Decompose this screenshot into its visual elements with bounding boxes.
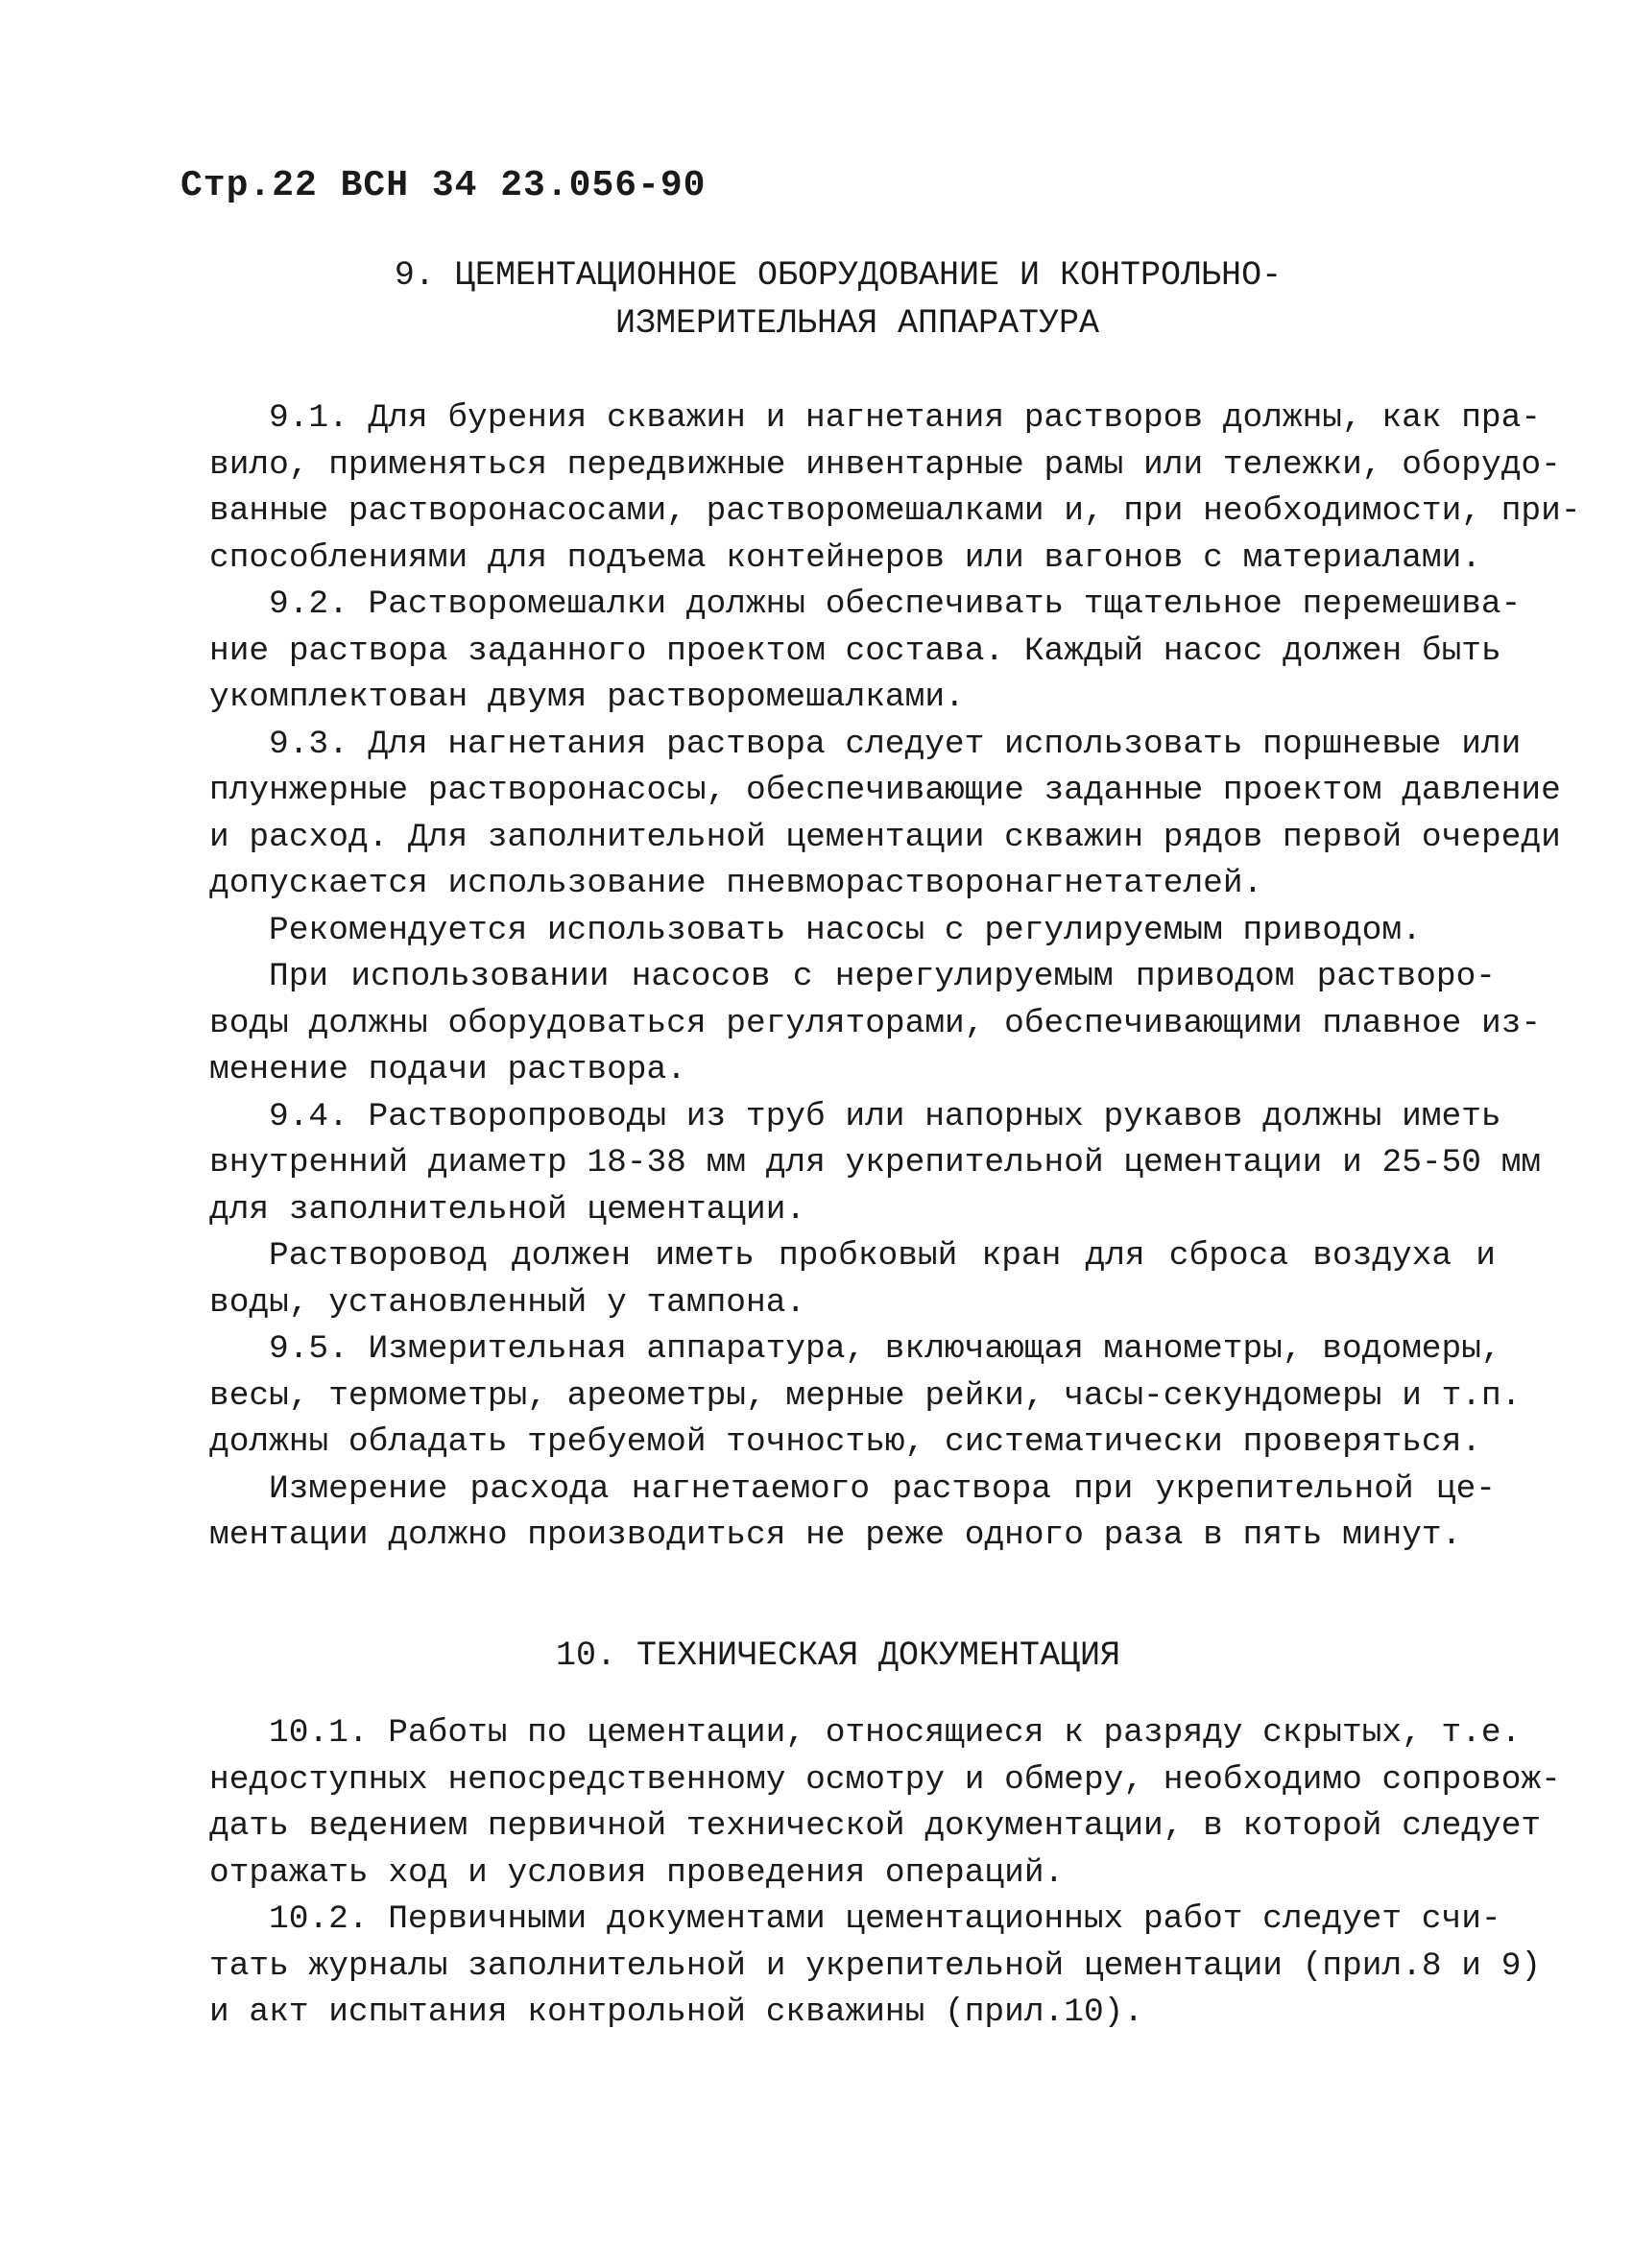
text-line: При использовании насосов с нерегулируемым приводом растворо- [269, 958, 1496, 995]
text-line: 9.2. Растворомешалки должны обеспечивать тщательное перемешива- [269, 585, 1522, 623]
text-line: менение подачи раствора. [209, 1051, 686, 1088]
text-line: должны обладать требуемой точностью, систематически проверяться. [209, 1423, 1482, 1461]
paragraph-9-3 [209, 722, 1561, 908]
section-10-title-line: 10. ТЕХНИЧЕСКАЯ ДОКУМЕНТАЦИЯ [555, 1636, 1121, 1675]
text-line: допускается использование пневморастворонагнетателей. [209, 865, 1263, 902]
text-line: Измерение расхода нагнетаемого раствора при укрепительной це- [269, 1469, 1496, 1508]
paragraph-9-3-regulators [209, 954, 1542, 1094]
section-10-title [180, 1632, 1496, 1680]
text-line: 9.3. Для нагнетания раствора следует использовать поршневые или [269, 725, 1522, 763]
text-line: плунжерные растворонасосы, обеспечивающие заданные проектом давление [209, 772, 1561, 809]
text-line: Рекомендуется использовать насосы с регулируемым приводом. [269, 911, 1422, 949]
text-line: вило, применяться передвижные инвентарные рамы или тележки, оборудо- [209, 445, 1561, 484]
text-line: тать журналы заполнительной и укрепительной цементации (прил.8 и 9) [209, 1946, 1542, 1985]
text-line: ние раствора заданного проектом состава. Каждый насос должен быть [209, 632, 1501, 670]
paragraph-9-4-valve [209, 1233, 1496, 1326]
section-9-title-line-1: 9. ЦЕМЕНТАЦИОННОЕ ОБОРУДОВАНИЕ И КОНТРОЛЬНО- [394, 256, 1283, 295]
paragraph-9-5-measurement [209, 1467, 1496, 1560]
section-9-title-line-2: ИЗМЕРИТЕЛЬНАЯ АППАРАТУРА [614, 304, 1100, 343]
paragraph-9-2 [209, 582, 1522, 722]
text-line: воды должны оборудоваться регуляторами, обеспечивающими плавное из- [209, 1004, 1542, 1042]
text-line: для заполнительной цементации. [209, 1190, 806, 1229]
text-line: ванные растворонасосами, растворомешалками и, при необходимости, при- [209, 492, 1581, 530]
paragraph-9-4 [209, 1094, 1542, 1234]
section-9-title [180, 251, 1496, 347]
text-line: дать ведением первичной технической документации, в которой следует [209, 1807, 1542, 1845]
text-line: недоступных непосредственному осмотру и обмеру, необходимо сопровож- [209, 1760, 1561, 1799]
text-line: способлениями для подъема контейнеров или вагонов с материалами. [209, 538, 1482, 577]
text-line: 10.1. Работы по цементации, относящиеся к разряду скрытых, т.е. [269, 1714, 1522, 1752]
text-line: ментации должно производиться не реже одного раза в пять минут. [209, 1516, 1462, 1554]
text-line: Растворовод должен иметь пробковый кран для сброса воздуха и [269, 1237, 1496, 1275]
paragraph-9-3-note [209, 908, 1496, 955]
running-head: Стр.22 ВСН 34 23.056-90 [180, 165, 707, 206]
text-line: воды, установленный у тампона. [209, 1283, 806, 1322]
text-line: отражать ход и условия проведения операций. [209, 1853, 1065, 1892]
text-line: и расход. Для заполнительной цементации скважин рядов первой очереди [209, 818, 1561, 856]
section-9-body [209, 395, 1581, 1560]
text-line: внутренний диаметр 18-38 мм для укрепительной цементации и 25-50 мм [209, 1144, 1542, 1182]
section-10-body [209, 1710, 1561, 2037]
text-line: 10.2. Первичными документами цементационных работ следует счи- [269, 1900, 1501, 1938]
text-line: 9.5. Измерительная аппаратура, включающая манометры, водомеры, [269, 1330, 1501, 1368]
paragraph-10-1 [209, 1710, 1561, 1897]
text-line: и акт испытания контрольной скважины (прил.10). [209, 1993, 1144, 2031]
text-line: 9.4. Растворопроводы из труб или напорных рукавов должны иметь [269, 1097, 1501, 1135]
text-line: 9.1. Для бурения скважин и нагнетания растворов должны, как пра- [269, 399, 1542, 437]
paragraph-10-2 [209, 1897, 1542, 2037]
paragraph-9-5 [209, 1326, 1522, 1467]
text-line: весы, термометры, ареометры, мерные рейки, часы-секундомеры и т.п. [209, 1376, 1522, 1415]
text-line: укомплектован двумя растворомешалками. [209, 679, 965, 716]
paragraph-9-1 [209, 395, 1581, 582]
